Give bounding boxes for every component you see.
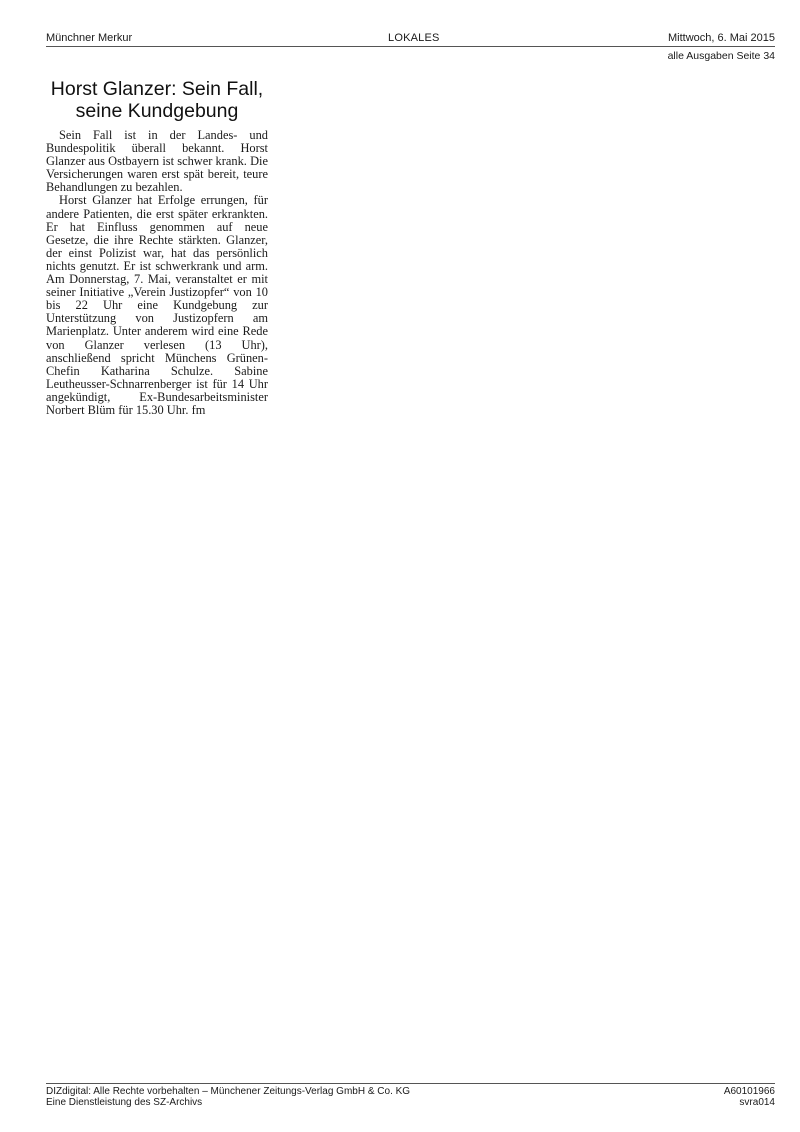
article-paragraph-2: Horst Glanzer hat Erfolge errungen, für andere Patienten, die erst später erkrankten. Er hat Einfluss genommen auf neue Gesetze, die ihre Rechte stärkten. Glanzer, der einst Polizist war, hat das persönlich nichts genutzt. Er ist schwerkrank und arm. Am Donnerstag, 7. Mai, veranstaltet er mit seiner Initiative „Verein Justizopfer“ von 10 bis 22 Uhr eine Kundgebung zur Unterstützung von Justizopfern am Marienplatz. Unter anderem wird eine Rede von Glanzer verlesen (13 Uhr), anschließend spricht Münchens Grünen-Chefin Katharina Schulze. Sabine Leutheusser-Schnarrenberger ist für 14 Uhr angekündigt, Ex-Bundesarbeitsminister Norbert Blüm für 15.30 Uhr. fm bbox=[46, 193, 268, 417]
document-id: A60101966 bbox=[723, 1086, 775, 1097]
footer-right bbox=[724, 1086, 775, 1108]
publication-name: Münchner Merkur bbox=[46, 32, 133, 44]
headline-line-1: Horst Glanzer: Sein Fall, bbox=[50, 78, 264, 100]
article-body bbox=[46, 129, 268, 417]
page-header bbox=[46, 30, 775, 47]
footer-left bbox=[46, 1086, 410, 1108]
service-notice: Eine Dienstleistung des SZ-Archivs bbox=[46, 1097, 203, 1108]
article-headline bbox=[46, 78, 268, 122]
section-name: LOKALES bbox=[388, 32, 440, 44]
article bbox=[46, 78, 268, 417]
edition-page-info: alle Ausgaben Seite 34 bbox=[667, 50, 775, 62]
archive-code: svra014 bbox=[739, 1097, 775, 1108]
page-footer bbox=[46, 1083, 775, 1108]
article-paragraph-1: Sein Fall ist in der Landes- und Bundespolitik überall bekannt. Horst Glanzer aus Ostbayern ist schwer krank. Die Versicherungen waren erst spät bereit, teure Behandlungen zu bezahlen. bbox=[46, 128, 268, 195]
publication-date: Mittwoch, 6. Mai 2015 bbox=[668, 32, 775, 44]
headline-line-2: seine Kundgebung bbox=[75, 100, 239, 122]
rights-notice: DIZdigital: Alle Rechte vorbehalten – Münchener Zeitungs-Verlag GmbH & Co. KG bbox=[46, 1086, 411, 1097]
